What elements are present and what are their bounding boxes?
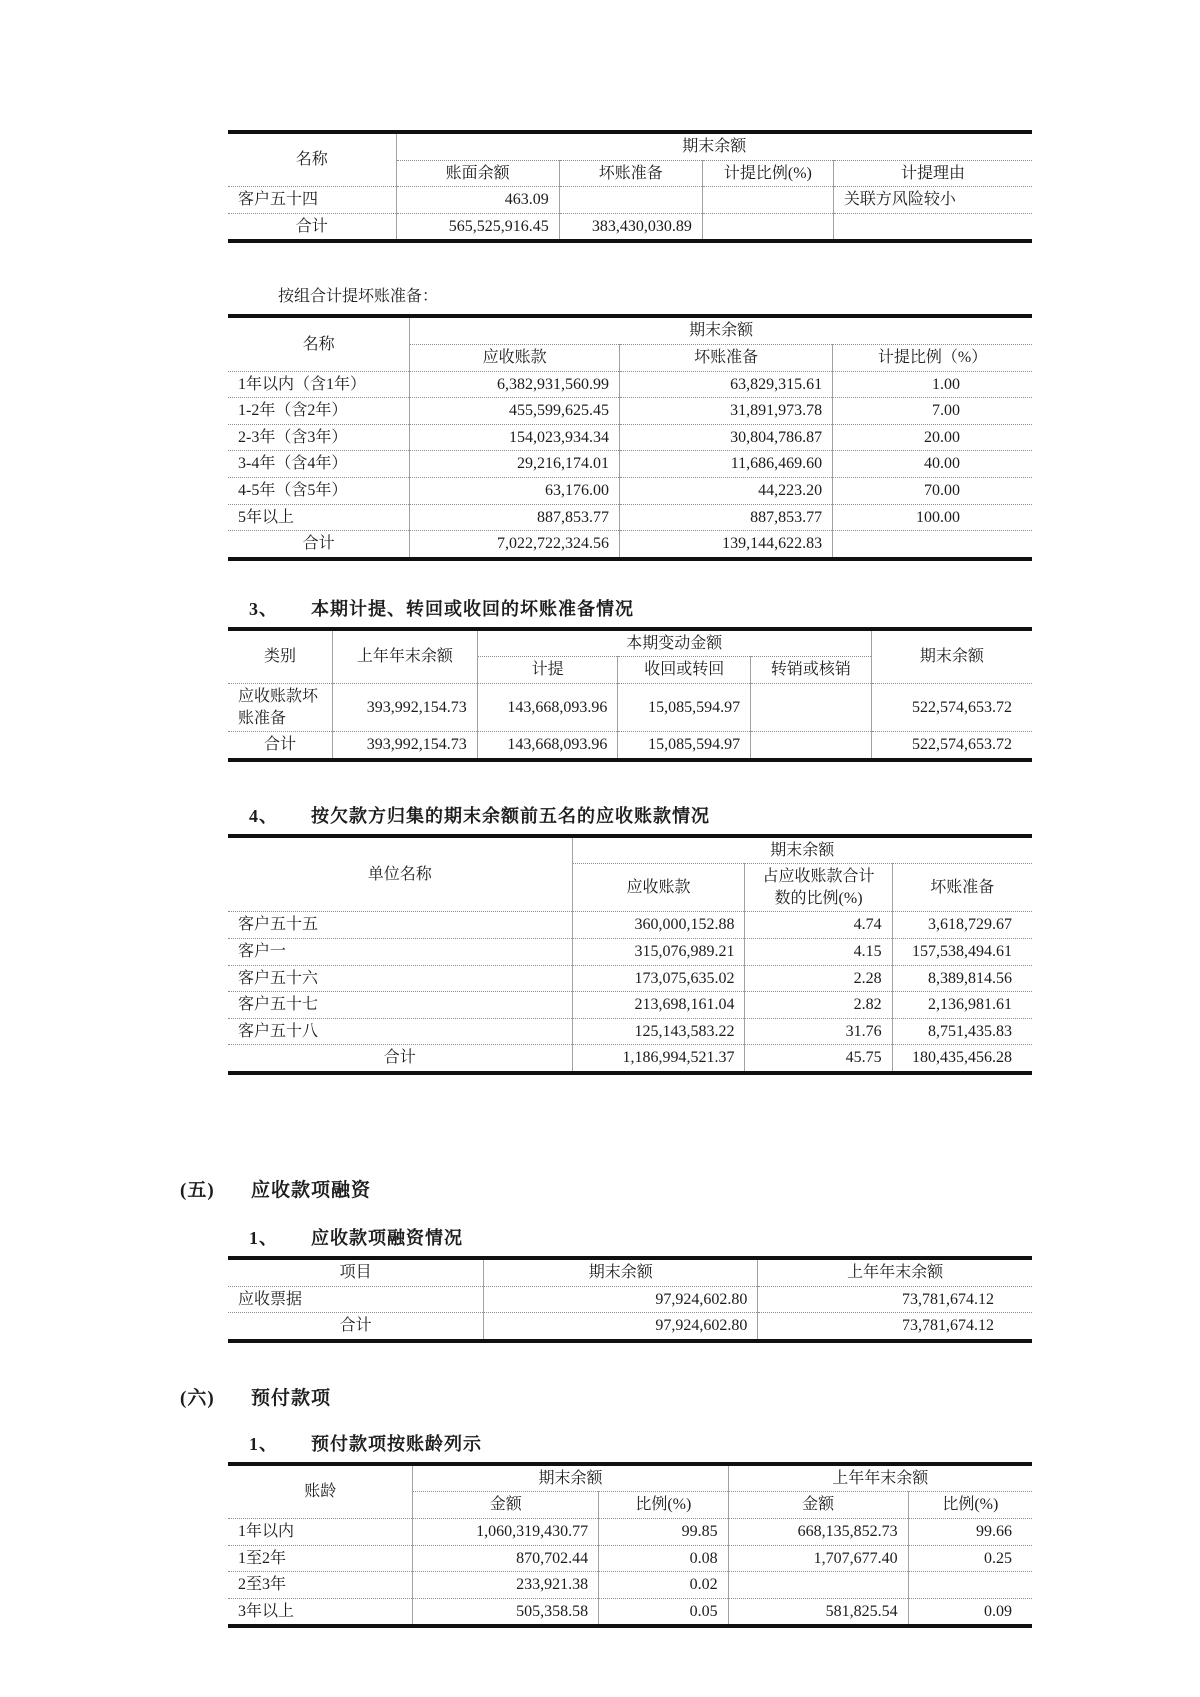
table-cell (908, 1572, 1032, 1599)
column-group-header: 本期变动金额 (477, 631, 871, 657)
column-header: 计提比例(%) (702, 160, 833, 187)
row-label: 客户一 (228, 939, 572, 966)
heading-title: 本期计提、转回或收回的坏账准备情况 (311, 598, 634, 619)
table-row (228, 398, 1032, 425)
table-row (228, 992, 1032, 1019)
column-header: 名称 (228, 134, 396, 187)
row-label: 客户五十六 (228, 965, 572, 992)
individual-provision-table-wrapper (228, 130, 1032, 243)
column-header: 应收账款 (410, 344, 620, 371)
table-cell: 100.00 (833, 504, 1032, 531)
table-cell: 1,707,677.40 (728, 1545, 908, 1572)
table-cell: 463.09 (396, 187, 559, 214)
table-total-row (228, 531, 1032, 557)
table-cell: 233,921.38 (413, 1572, 599, 1599)
row-label: 3-4年（含4年） (228, 451, 410, 478)
table-cell: 2,136,981.61 (892, 992, 1032, 1019)
column-header: 期末余额 (871, 631, 1032, 684)
row-label: 应收票据 (228, 1286, 484, 1313)
table-cell: 7.00 (833, 398, 1032, 425)
section-5-heading (180, 1175, 1032, 1202)
table-cell: 360,000,152.88 (572, 912, 745, 939)
table-cell: 6,382,931,560.99 (410, 371, 620, 398)
table-cell (751, 683, 872, 731)
table-cell: 0.02 (599, 1572, 728, 1599)
table-cell: 581,825.54 (728, 1598, 908, 1624)
column-header: 金额 (413, 1492, 599, 1519)
column-group-header: 期末余额 (410, 318, 1032, 344)
table-row (228, 1572, 1032, 1599)
top-five-receivables-table-wrapper (228, 834, 1032, 1075)
column-header: 类别 (228, 631, 333, 684)
table-cell: 31.76 (745, 1018, 892, 1045)
table-total-row (228, 732, 1032, 758)
column-header: 坏账准备 (892, 864, 1032, 912)
total-cell: 45.75 (745, 1045, 892, 1071)
table-cell: 1,060,319,430.77 (413, 1519, 599, 1546)
column-header: 计提 (477, 657, 618, 684)
column-header: 金额 (728, 1492, 908, 1519)
table-cell: 99.66 (908, 1519, 1032, 1546)
table-cell (702, 187, 833, 214)
table-row (228, 371, 1032, 398)
column-header: 账龄 (228, 1466, 413, 1519)
table-cell: 213,698,161.04 (572, 992, 745, 1019)
total-cell: 7,022,722,324.56 (410, 531, 620, 557)
section-5-1-heading (249, 1224, 1032, 1250)
table-cell (728, 1572, 908, 1599)
table-cell: 20.00 (833, 424, 1032, 451)
row-label: 1年以内（含1年） (228, 371, 410, 398)
table-cell: 关联方风险较小 (833, 187, 1032, 214)
table-cell: 1.00 (833, 371, 1032, 398)
table-cell: 2.82 (745, 992, 892, 1019)
table-row (228, 504, 1032, 531)
row-label: 应收账款坏账准备 (228, 683, 333, 731)
row-label: 4-5年（含5年） (228, 477, 410, 504)
group-provision-caption: 按组合计提坏账准备： (278, 288, 439, 306)
total-cell: 15,085,594.97 (618, 732, 751, 758)
column-header: 计提理由 (833, 160, 1032, 187)
table-cell: 668,135,852.73 (728, 1519, 908, 1546)
table-cell: 70.00 (833, 477, 1032, 504)
table-cell: 0.08 (599, 1545, 728, 1572)
row-label: 客户五十四 (228, 187, 396, 214)
heading-title: 应收款项融资情况 (311, 1228, 463, 1249)
table-cell (559, 187, 702, 214)
section-title: 应收款项融资 (251, 1180, 372, 1202)
group-provision-aging-table (228, 318, 1032, 556)
table-cell: 11,686,469.60 (620, 451, 833, 478)
table-row (228, 1018, 1032, 1045)
row-label: 3年以上 (228, 1598, 413, 1624)
table-cell: 173,075,635.02 (572, 965, 745, 992)
table-cell: 3,618,729.67 (892, 912, 1032, 939)
table-cell: 0.25 (908, 1545, 1032, 1572)
table-row (228, 939, 1032, 966)
prepayments-aging-table (228, 1466, 1032, 1625)
total-cell (833, 531, 1032, 557)
total-label: 合计 (228, 1313, 484, 1339)
column-header: 比例(%) (599, 1492, 728, 1519)
table-cell: 31,891,973.78 (620, 398, 833, 425)
column-group-header: 上年年末余额 (728, 1466, 1032, 1492)
total-cell: 383,430,030.89 (559, 213, 702, 239)
table-cell: 0.09 (908, 1598, 1032, 1624)
total-label: 合计 (228, 1045, 572, 1071)
heading-number: 1、 (249, 1228, 278, 1249)
group-provision-table-wrapper (228, 314, 1032, 560)
total-label: 合计 (228, 732, 333, 758)
table-cell: 4.15 (745, 939, 892, 966)
receivables-financing-table-wrapper (228, 1256, 1032, 1343)
heading-number: 1、 (249, 1433, 278, 1454)
table-cell: 97,924,602.80 (484, 1286, 758, 1313)
total-cell: 522,574,653.72 (871, 732, 1032, 758)
table-row (228, 187, 1032, 214)
column-header: 上年年末余额 (333, 631, 478, 684)
table-cell: 870,702.44 (413, 1545, 599, 1572)
total-cell: 565,525,916.45 (396, 213, 559, 239)
table-row (228, 965, 1032, 992)
row-label: 5年以上 (228, 504, 410, 531)
total-cell: 1,186,994,521.37 (572, 1045, 745, 1071)
total-cell: 73,781,674.12 (758, 1313, 1032, 1339)
table-cell: 63,829,315.61 (620, 371, 833, 398)
table-row (228, 477, 1032, 504)
section-6-1-heading (249, 1430, 1032, 1456)
total-cell: 393,992,154.73 (333, 732, 478, 758)
section-number: (六) (180, 1387, 215, 1409)
row-label: 客户五十五 (228, 912, 572, 939)
row-label: 1-2年（含2年） (228, 398, 410, 425)
column-group-header: 期末余额 (396, 134, 1032, 160)
table-cell: 154,023,934.34 (410, 424, 620, 451)
table-row (228, 1286, 1032, 1313)
row-label: 2-3年（含3年） (228, 424, 410, 451)
table-cell: 393,992,154.73 (333, 683, 478, 731)
receivables-financing-table (228, 1260, 1032, 1339)
table-cell: 29,216,174.01 (410, 451, 620, 478)
column-header: 名称 (228, 318, 410, 371)
total-cell: 143,668,093.96 (477, 732, 618, 758)
row-label: 客户五十七 (228, 992, 572, 1019)
section-3-heading (249, 595, 1032, 621)
table-row (228, 1519, 1032, 1546)
provision-movement-table-wrapper (228, 627, 1032, 762)
table-cell: 40.00 (833, 451, 1032, 478)
table-row (228, 1545, 1032, 1572)
column-header: 坏账准备 (559, 160, 702, 187)
row-label: 2至3年 (228, 1572, 413, 1599)
table-cell: 887,853.77 (620, 504, 833, 531)
table-row (228, 912, 1032, 939)
section-6-heading (180, 1383, 1032, 1410)
section-title: 预付款项 (251, 1387, 332, 1409)
column-header: 计提比例（%） (833, 344, 1032, 371)
row-label: 客户五十八 (228, 1018, 572, 1045)
total-cell: 139,144,622.83 (620, 531, 833, 557)
table-row (228, 1598, 1032, 1624)
table-cell: 505,358.58 (413, 1598, 599, 1624)
column-header: 比例(%) (908, 1492, 1032, 1519)
row-label: 1至2年 (228, 1545, 413, 1572)
column-header: 转销或核销 (751, 657, 872, 684)
table-cell: 4.74 (745, 912, 892, 939)
table-cell: 2.28 (745, 965, 892, 992)
column-header: 上年年末余额 (758, 1260, 1032, 1286)
table-total-row (228, 213, 1032, 239)
column-header: 占应收账款合计数的比例(%) (745, 864, 892, 912)
column-group-header: 期末余额 (413, 1466, 728, 1492)
table-cell: 44,223.20 (620, 477, 833, 504)
column-header: 项目 (228, 1260, 484, 1286)
row-label: 1年以内 (228, 1519, 413, 1546)
heading-title: 按欠款方归集的期末余额前五名的应收账款情况 (311, 805, 710, 826)
table-cell: 8,389,814.56 (892, 965, 1032, 992)
table-cell: 157,538,494.61 (892, 939, 1032, 966)
table-cell: 522,574,653.72 (871, 683, 1032, 731)
table-cell: 30,804,786.87 (620, 424, 833, 451)
prepayments-aging-table-wrapper (228, 1462, 1032, 1629)
table-row (228, 683, 1032, 731)
top-five-receivables-table (228, 838, 1032, 1071)
total-cell (751, 732, 872, 758)
total-cell (702, 213, 833, 239)
total-cell: 97,924,602.80 (484, 1313, 758, 1339)
individual-provision-table (228, 134, 1032, 239)
heading-title: 预付款项按账龄列示 (311, 1433, 482, 1454)
table-cell: 63,176.00 (410, 477, 620, 504)
table-row (228, 424, 1032, 451)
table-cell: 315,076,989.21 (572, 939, 745, 966)
table-cell: 125,143,583.22 (572, 1018, 745, 1045)
table-cell: 143,668,093.96 (477, 683, 618, 731)
section-4-heading (249, 802, 1032, 828)
total-cell (833, 213, 1032, 239)
provision-movement-table (228, 631, 1032, 758)
table-cell: 455,599,625.45 (410, 398, 620, 425)
table-total-row (228, 1313, 1032, 1339)
table-cell: 15,085,594.97 (618, 683, 751, 731)
document-content (180, 0, 1032, 1628)
total-cell: 180,435,456.28 (892, 1045, 1032, 1071)
table-total-row (228, 1045, 1032, 1071)
table-cell: 887,853.77 (410, 504, 620, 531)
table-cell: 8,751,435.83 (892, 1018, 1032, 1045)
table-row (228, 451, 1032, 478)
table-cell: 99.85 (599, 1519, 728, 1546)
heading-number: 4、 (249, 805, 278, 826)
column-header: 收回或转回 (618, 657, 751, 684)
section-number: (五) (180, 1180, 215, 1202)
column-header: 坏账准备 (620, 344, 833, 371)
column-header: 账面余额 (396, 160, 559, 187)
table-cell: 73,781,674.12 (758, 1286, 1032, 1313)
total-label: 合计 (228, 531, 410, 557)
heading-number: 3、 (249, 598, 278, 619)
column-header: 单位名称 (228, 838, 572, 912)
total-label: 合计 (228, 213, 396, 239)
column-header: 期末余额 (484, 1260, 758, 1286)
column-group-header: 期末余额 (572, 838, 1032, 864)
table-cell: 0.05 (599, 1598, 728, 1624)
column-header: 应收账款 (572, 864, 745, 912)
